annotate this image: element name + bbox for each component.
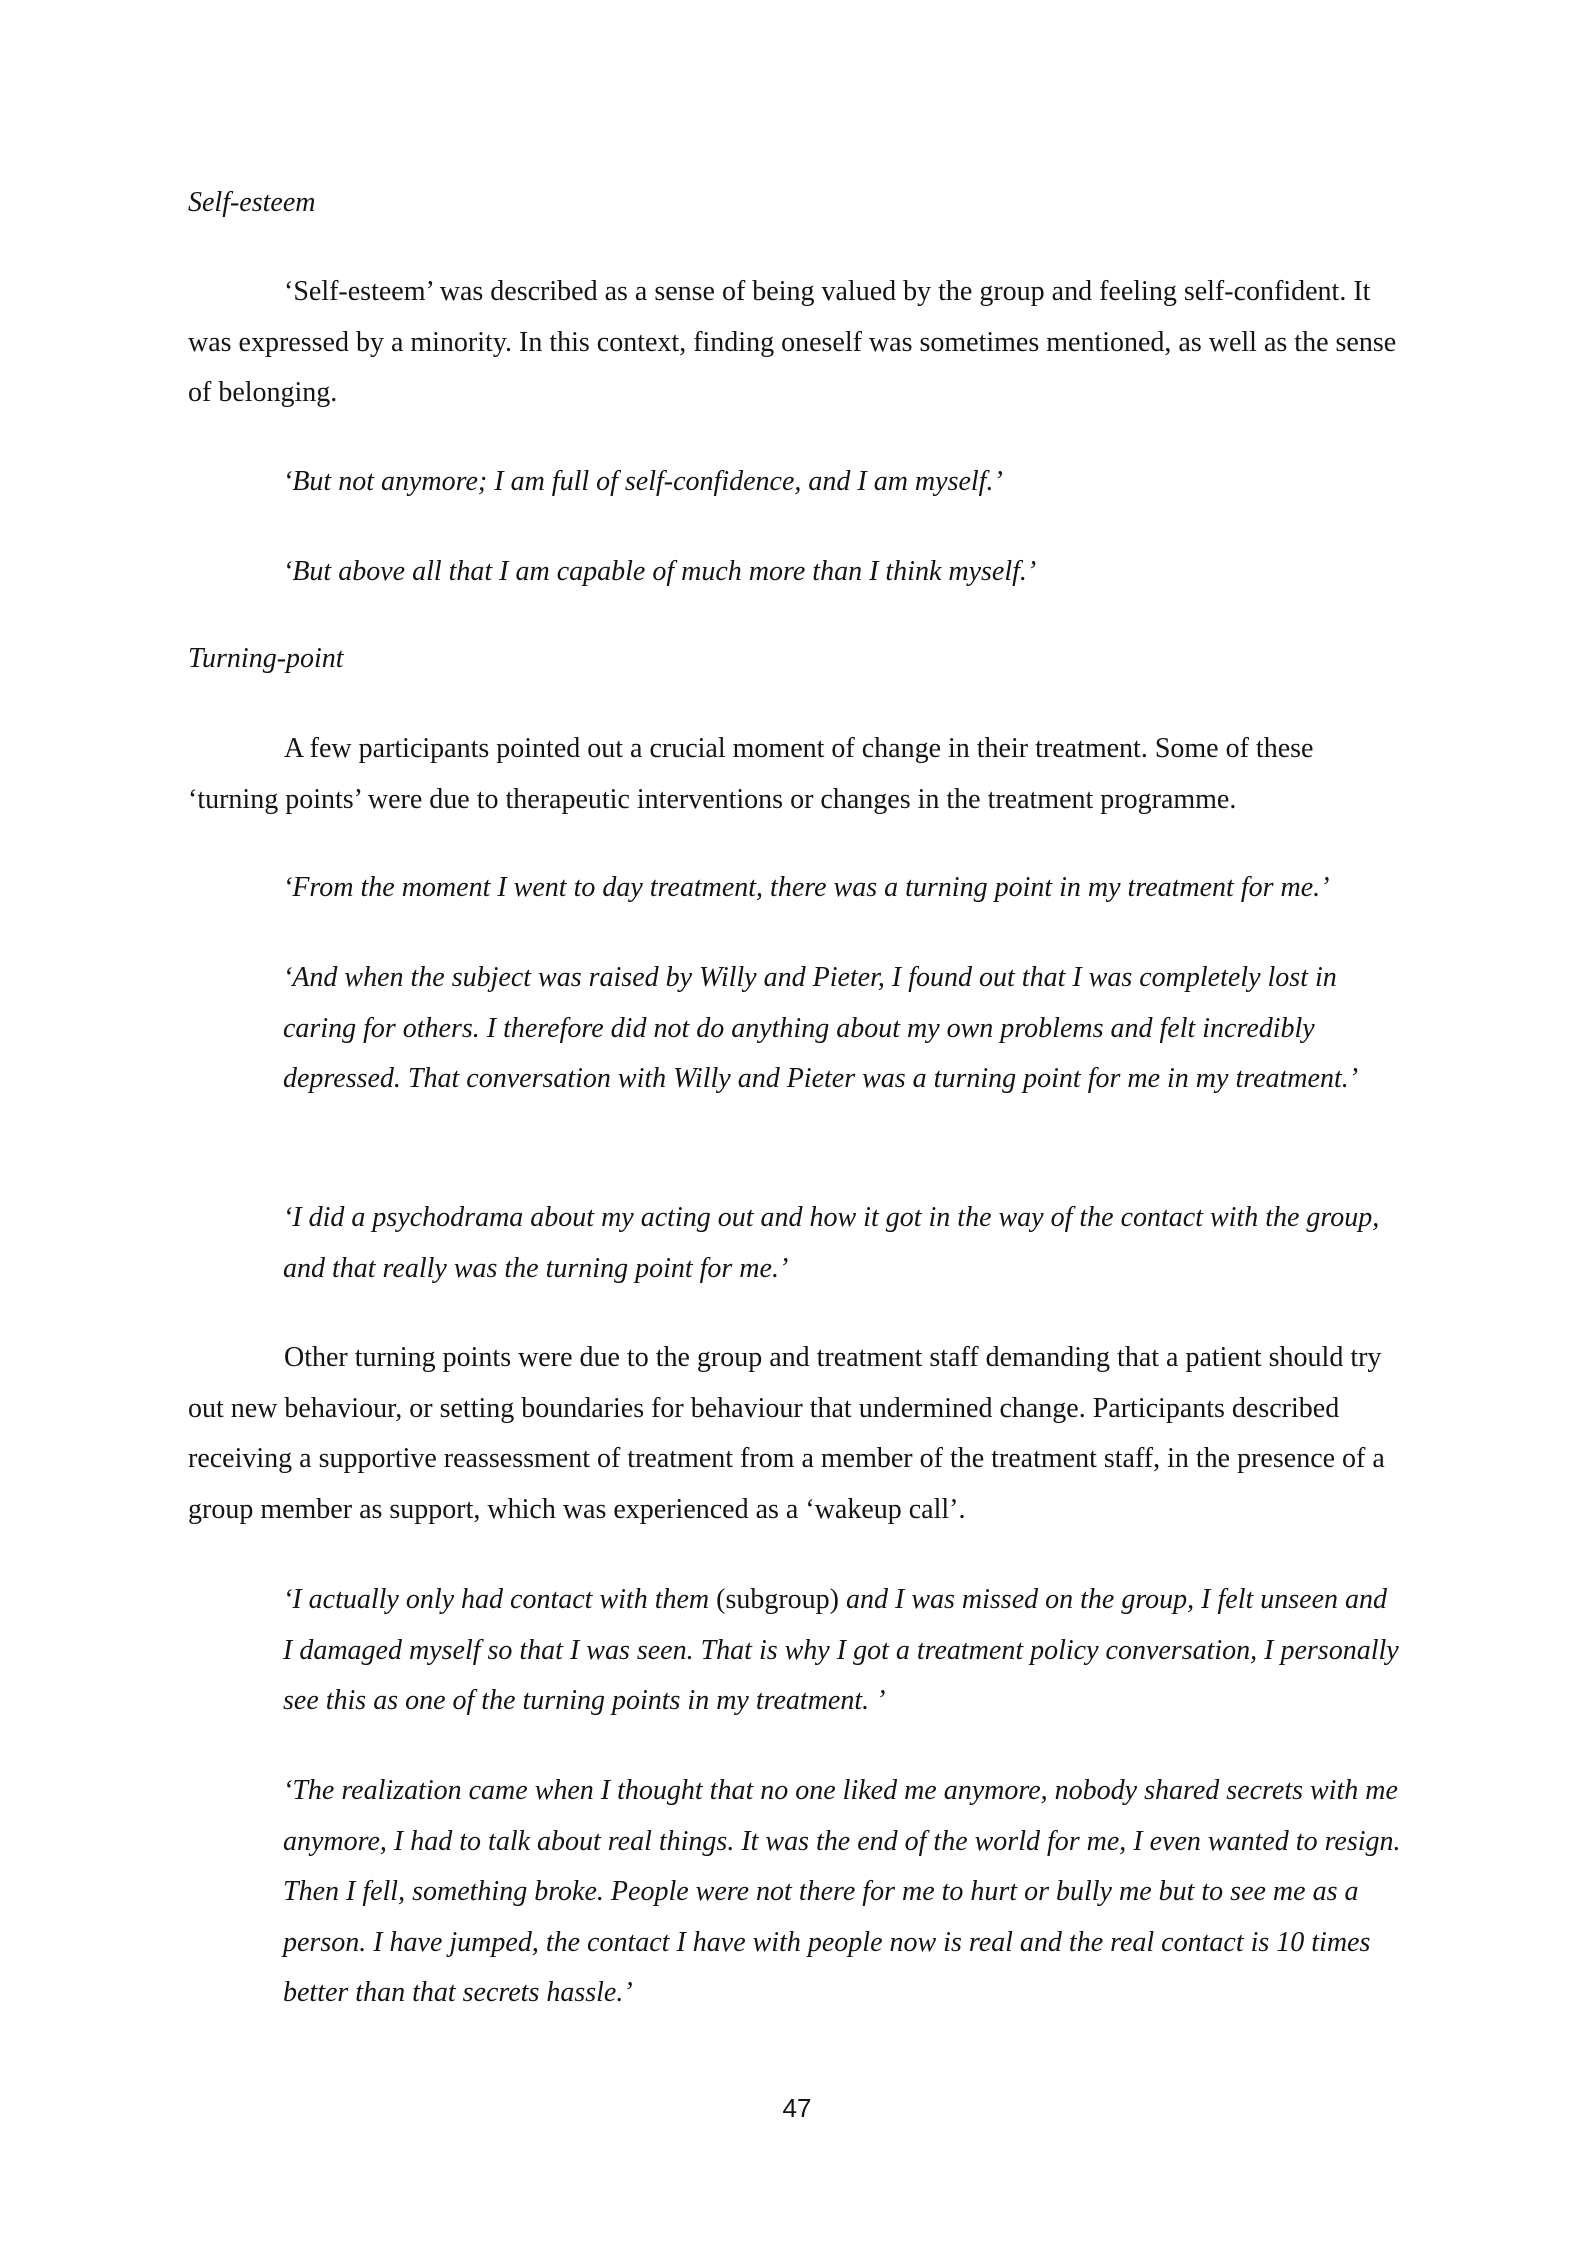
paragraph-text: Other turning points were due to the group and treatment staff demanding that a patient should try out new behaviour, or setting boundaries for behaviour that undermined change. Participants described receiving a supportive reassessment of treatment from a member of the treatment staff, in the presence of a group member as support, which was experienced as a ‘wakeup call’.: [188, 1342, 1385, 1525]
quote-self-confidence: ‘But not anymore; I am full of self-confidence, and I am myself.’: [283, 466, 1003, 497]
paragraph-text: ‘Self-esteem’ was described as a sense of being valued by the group and feeling self-confident. It was expressed by a minority. In this context, finding oneself was sometimes mentioned, as well as the sense of belonging.: [188, 276, 1397, 408]
quote-annotation: (subgroup): [716, 1584, 839, 1615]
paragraph-turning-point-intro: [188, 724, 1403, 825]
quote-subgroup: [283, 1575, 1403, 1727]
quote-capable: ‘But above all that I am capable of much more than I think myself.’: [283, 556, 1037, 587]
quote-psychodrama: ‘I did a psychodrama about my acting out and how it got in the way of the contact with the group, and that really was the turning point for me.’: [283, 1202, 1380, 1284]
quote-day-treatment: ‘From the moment I went to day treatment, there was a turning point in my treatment for me.’: [283, 872, 1330, 903]
paragraph-text: A few participants pointed out a crucial moment of change in their treatment. Some of these ‘turning points’ were due to therapeutic interventions or changes in the treatment programme.: [188, 733, 1314, 815]
quote-realization: ‘The realization came when I thought that no one liked me anymore, nobody shared secrets with me anymore, I had to talk about real things. It was the end of the world for me, I even wanted to resign. Then I fell, something broke. People were not there for me to hurt or bully me but to see me as a person. I have jumped, the contact I have with people now is real and the real contact is 10 times better than that secrets hassle.’: [283, 1775, 1401, 2008]
paragraph-turning-point-other: [188, 1333, 1403, 1535]
page-number: 47: [782, 2093, 812, 2123]
section-heading-self-esteem: Self-esteem: [188, 187, 316, 218]
paragraph-self-esteem: [188, 267, 1403, 419]
section-heading-turning-point: Turning-point: [188, 643, 344, 674]
quote-text: ‘I actually only had contact with them: [283, 1584, 717, 1615]
quote-text: and I was missed on the group, I felt unseen and I damaged myself so that I was seen. That is why I got a treatment policy conversation, I personally see this as one of the turning points in my treatment. ’: [283, 1584, 1399, 1716]
quote-willy-pieter: ‘And when the subject was raised by Willy and Pieter, I found out that I was completely lost in caring for others. I therefore did not do anything about my own problems and felt incredibly depressed. That conversation with Willy and Pieter was a turning point for me in my treatment.’: [283, 962, 1359, 1094]
